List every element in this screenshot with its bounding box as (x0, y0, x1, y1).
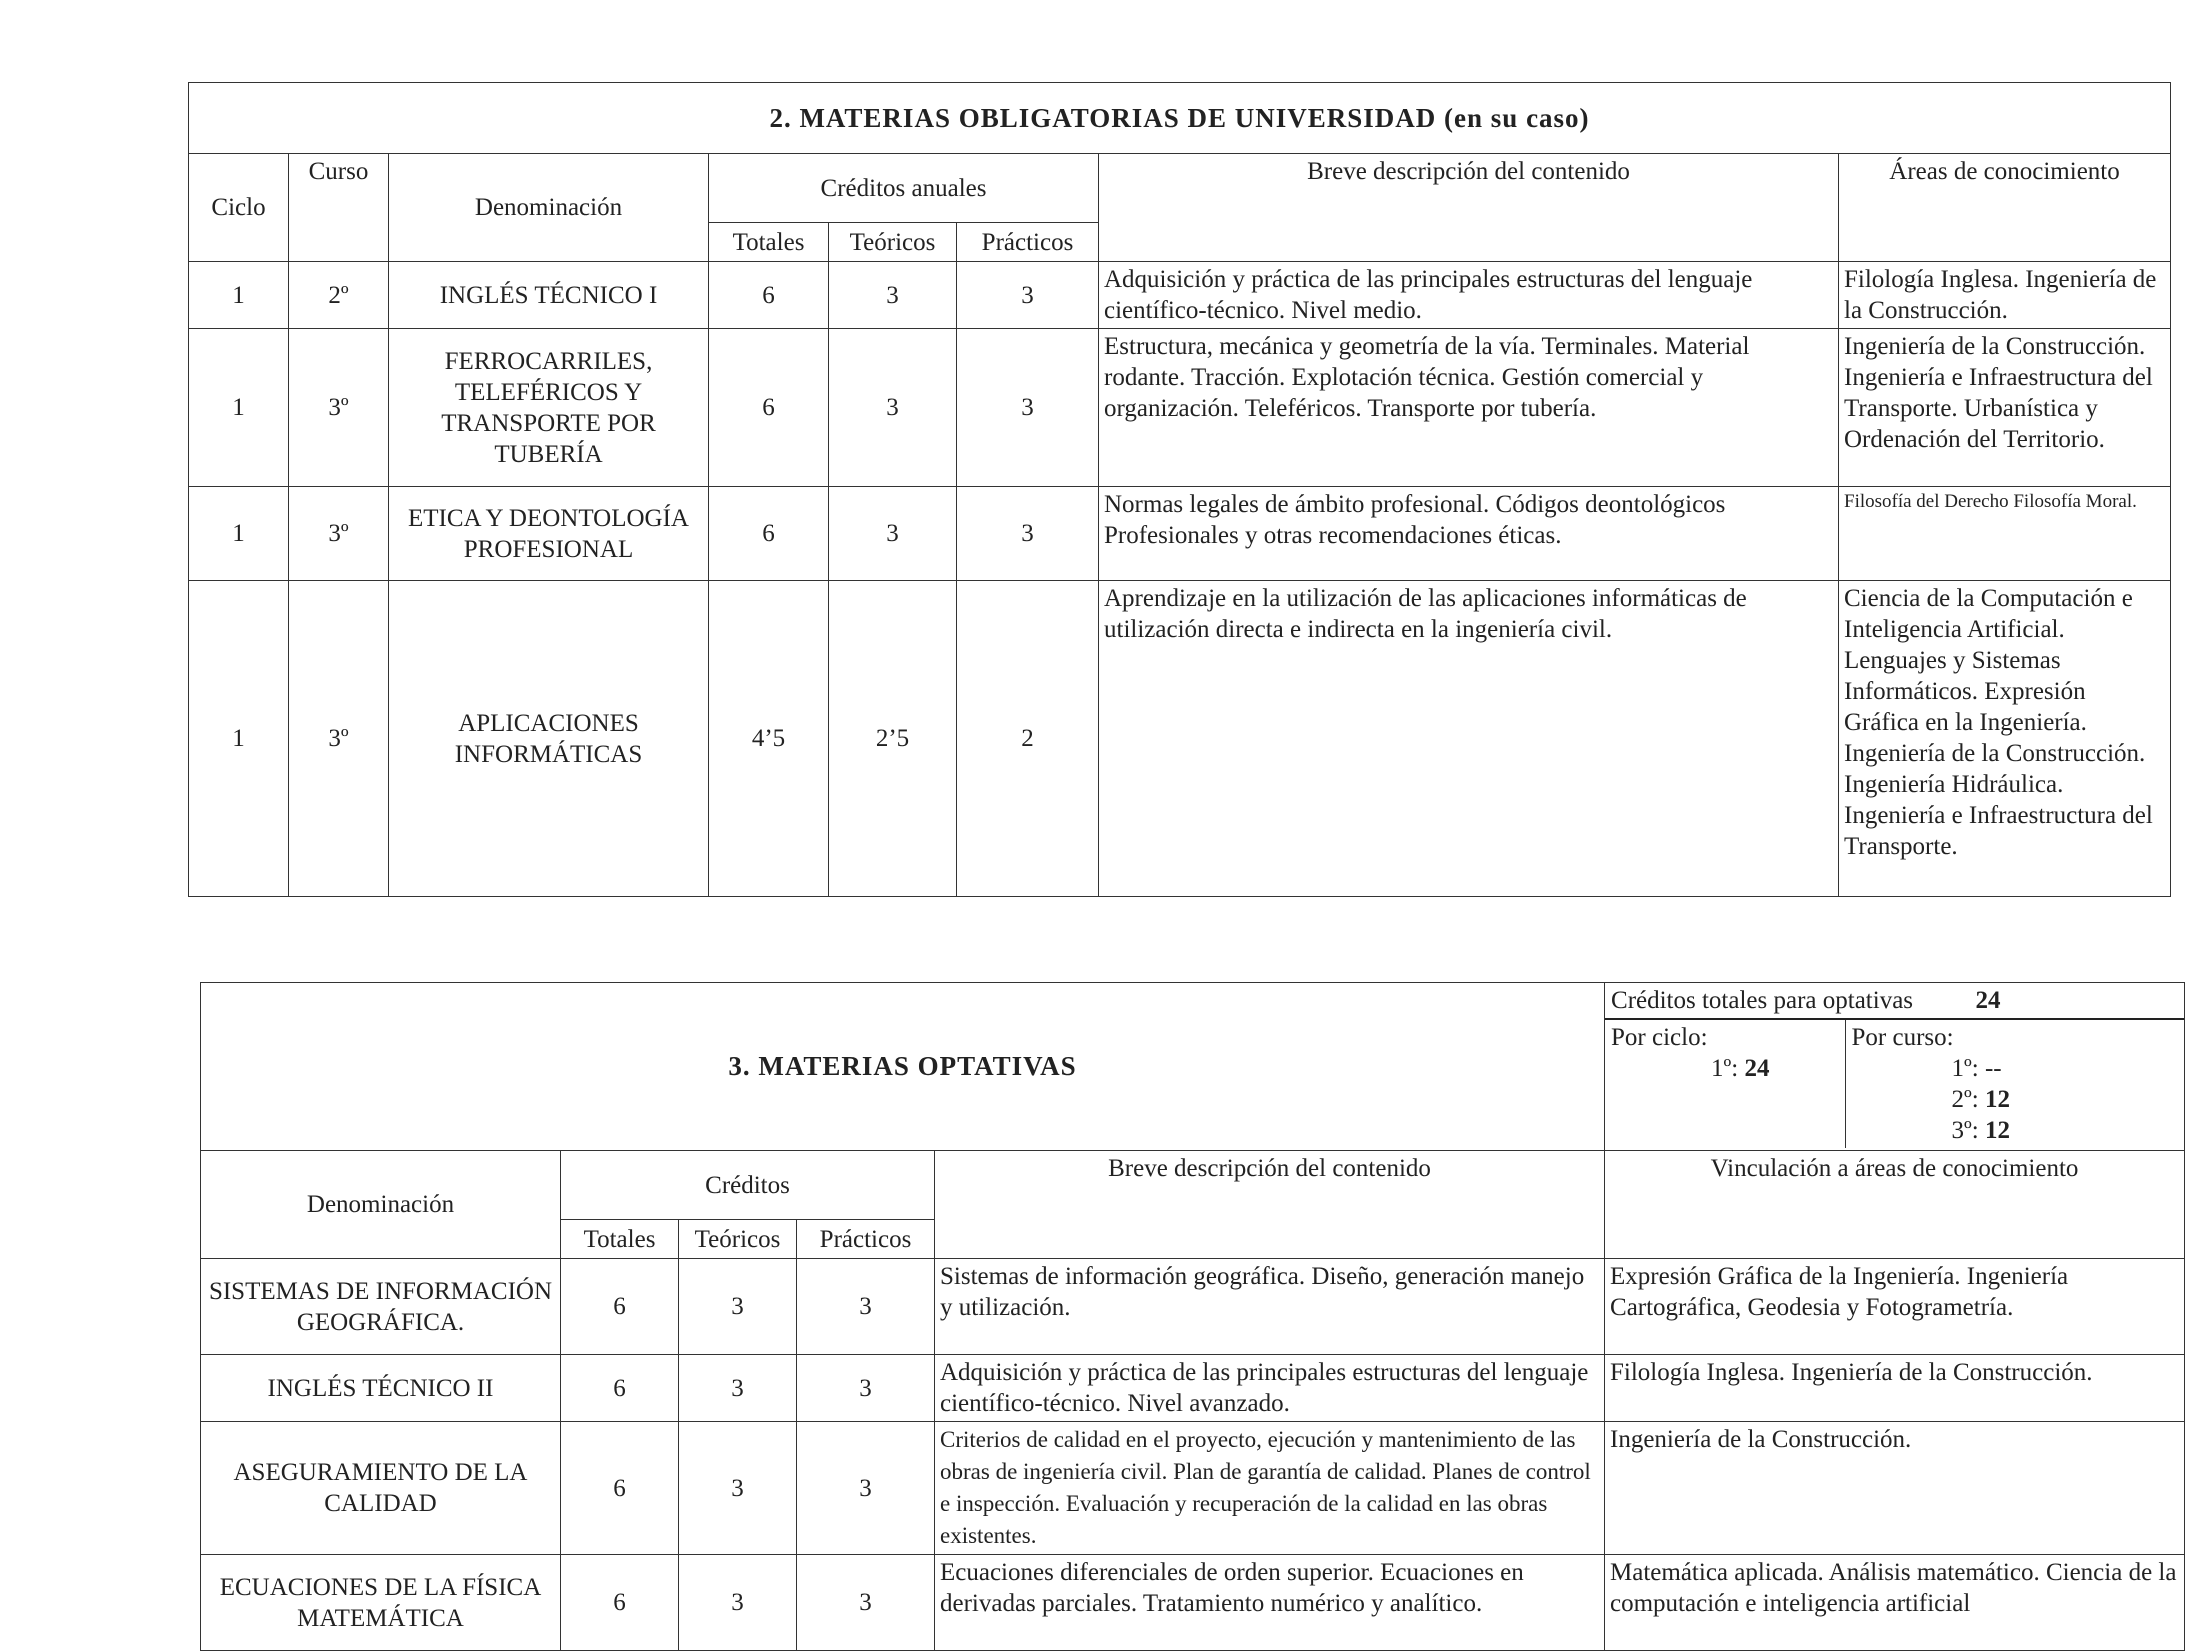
cell-denominacion: INGLÉS TÉCNICO I (389, 262, 709, 329)
header-descripcion: Breve descripción del contenido (1099, 154, 1839, 262)
header-descripcion: Breve descripción del contenido (935, 1151, 1605, 1259)
cell-denominacion: APLICACIONES INFORMÁTICAS (389, 581, 709, 897)
materias-optativas-table (200, 982, 2185, 1651)
cell-denominacion: FERROCARRILES, TELEFÉRICOS Y TRANSPORTE POR TUBERÍA (389, 329, 709, 487)
header-denominacion: Denominación (201, 1151, 561, 1259)
creditos-optativas-box (1605, 983, 2185, 1151)
ciclo-1-label: 1º: (1711, 1055, 1739, 1082)
cell-descripcion: Ecuaciones diferenciales de orden superior. Ecuaciones en derivadas parciales. Tratamiento numérico y analítico. (935, 1555, 1605, 1651)
cell-descripcion: Estructura, mecánica y geometría de la vía. Terminales. Material rodante. Tracción. Explotación técnica. Gestión comercial y organización. Teleféricos. Transporte por tubería. (1099, 329, 1839, 487)
cell-vinculacion: Ingeniería de la Construcción. (1605, 1422, 2185, 1555)
curso-1-label: 1º: (1951, 1055, 1979, 1082)
cell-totales: 6 (709, 262, 829, 329)
cell-descripcion: Criterios de calidad en el proyecto, ejecución y mantenimiento de las obras de ingeniería civil. Plan de garantía de calidad. Planes de control e inspección. Evaluación y recuperación de la calidad en las obras existentes. (935, 1422, 1605, 1555)
section-3-title: 3. MATERIAS OPTATIVAS (201, 983, 1605, 1151)
cell-vinculacion: Expresión Gráfica de la Ingeniería. Ingeniería Cartográfica, Geodesia y Fotogrametría. (1605, 1259, 2185, 1355)
cell-curso: 2º (289, 262, 389, 329)
cell-descripcion: Normas legales de ámbito profesional. Códigos deontológicos Profesionales y otras recomendaciones éticas. (1099, 487, 1839, 581)
cell-practicos: 3 (957, 329, 1099, 487)
por-ciclo-label: Por ciclo: (1611, 1024, 1708, 1051)
cell-totales: 6 (561, 1355, 679, 1422)
curso-2-value: 12 (1984, 1086, 2010, 1113)
header-practicos: Prácticos (797, 1220, 935, 1259)
cell-curso: 3º (289, 487, 389, 581)
cell-descripcion: Adquisición y práctica de las principales estructuras del lenguaje científico-técnico. Nivel avanzado. (935, 1355, 1605, 1422)
cell-ciclo: 1 (189, 329, 289, 487)
cell-denominacion: INGLÉS TÉCNICO II (201, 1355, 561, 1422)
cell-denominacion: ASEGURAMIENTO DE LA CALIDAD (201, 1422, 561, 1555)
cell-teoricos: 3 (829, 487, 957, 581)
cell-ciclo: 1 (189, 487, 289, 581)
cell-denominacion: SISTEMAS DE INFORMACIÓN GEOGRÁFICA. (201, 1259, 561, 1355)
cell-descripcion: Aprendizaje en la utilización de las aplicaciones informáticas de utilización directa e indirecta en la ingeniería civil. (1099, 581, 1839, 897)
table-row (189, 262, 2171, 329)
header-ciclo: Ciclo (189, 154, 289, 262)
cell-practicos: 3 (957, 487, 1099, 581)
cell-curso: 3º (289, 329, 389, 487)
cell-ciclo: 1 (189, 581, 289, 897)
header-denominacion: Denominación (389, 154, 709, 262)
header-areas: Áreas de conocimiento (1839, 154, 2171, 262)
header-practicos: Prácticos (957, 223, 1099, 262)
cell-teoricos: 2’5 (829, 581, 957, 897)
cell-descripcion: Adquisición y práctica de las principales estructuras del lenguaje científico-técnico. Nivel medio. (1099, 262, 1839, 329)
section-2-title: 2. MATERIAS OBLIGATORIAS DE UNIVERSIDAD (en su caso) (189, 83, 2171, 154)
cell-totales: 6 (709, 487, 829, 581)
materias-obligatorias-table (188, 82, 2171, 897)
optativas-label: Créditos totales para optativas (1611, 987, 1914, 1014)
cell-denominacion: ECUACIONES DE LA FÍSICA MATEMÁTICA (201, 1555, 561, 1651)
cell-totales: 6 (561, 1259, 679, 1355)
header-vinculacion: Vinculación a áreas de conocimiento (1605, 1151, 2185, 1259)
table-row (201, 1259, 2185, 1355)
cell-practicos: 3 (797, 1259, 935, 1355)
cell-totales: 6 (709, 329, 829, 487)
curso-1-value: -- (1984, 1055, 2002, 1082)
table-row (189, 329, 2171, 487)
header-creditos-anuales: Créditos anuales (709, 154, 1099, 223)
cell-vinculacion: Matemática aplicada. Análisis matemático. Ciencia de la computación e inteligencia artificial (1605, 1555, 2185, 1651)
cell-totales: 4’5 (709, 581, 829, 897)
ciclo-1-value: 24 (1744, 1055, 1770, 1082)
cell-practicos: 3 (797, 1555, 935, 1651)
table-row (189, 581, 2171, 897)
cell-areas: Filosofía del Derecho Filosofía Moral. (1839, 487, 2171, 581)
cell-practicos: 3 (797, 1355, 935, 1422)
table-row (201, 1555, 2185, 1651)
cell-curso: 3º (289, 581, 389, 897)
cell-teoricos: 3 (679, 1555, 797, 1651)
cell-areas: Ciencia de la Computación e Inteligencia Artificial. Lenguajes y Sistemas Informáticos. Expresión Gráfica en la Ingeniería. Ingeniería de la Construcción. Ingeniería Hidráulica. Ingeniería e Infraestructura del Transporte. (1839, 581, 2171, 897)
cell-areas: Filología Inglesa. Ingeniería de la Construcción. (1839, 262, 2171, 329)
cell-teoricos: 3 (679, 1355, 797, 1422)
header-totales: Totales (561, 1220, 679, 1259)
cell-practicos: 3 (797, 1422, 935, 1555)
optativas-total: 24 (1975, 987, 2001, 1014)
cell-descripcion: Sistemas de información geográfica. Diseño, generación manejo y utilización. (935, 1259, 1605, 1355)
header-totales: Totales (709, 223, 829, 262)
cell-practicos: 3 (957, 262, 1099, 329)
table-row (189, 487, 2171, 581)
cell-totales: 6 (561, 1422, 679, 1555)
curso-3-value: 12 (1984, 1117, 2010, 1144)
table-row (201, 1422, 2185, 1555)
header-teoricos: Teóricos (829, 223, 957, 262)
cell-totales: 6 (561, 1555, 679, 1651)
cell-ciclo: 1 (189, 262, 289, 329)
cell-denominacion: ETICA Y DEONTOLOGÍA PROFESIONAL (389, 487, 709, 581)
por-curso-label: Por curso: (1851, 1024, 1954, 1051)
cell-vinculacion: Filología Inglesa. Ingeniería de la Construcción. (1605, 1355, 2185, 1422)
table-row (201, 1355, 2185, 1422)
cell-teoricos: 3 (679, 1259, 797, 1355)
header-teoricos: Teóricos (679, 1220, 797, 1259)
header-creditos: Créditos (561, 1151, 935, 1220)
cell-teoricos: 3 (829, 329, 957, 487)
cell-teoricos: 3 (679, 1422, 797, 1555)
cell-teoricos: 3 (829, 262, 957, 329)
curso-3-label: 3º: (1951, 1117, 1979, 1144)
cell-areas: Ingeniería de la Construcción. Ingeniería e Infraestructura del Transporte. Urbanística y Ordenación del Territorio. (1839, 329, 2171, 487)
cell-practicos: 2 (957, 581, 1099, 897)
curso-2-label: 2º: (1951, 1086, 1979, 1113)
header-curso: Curso (289, 154, 389, 262)
